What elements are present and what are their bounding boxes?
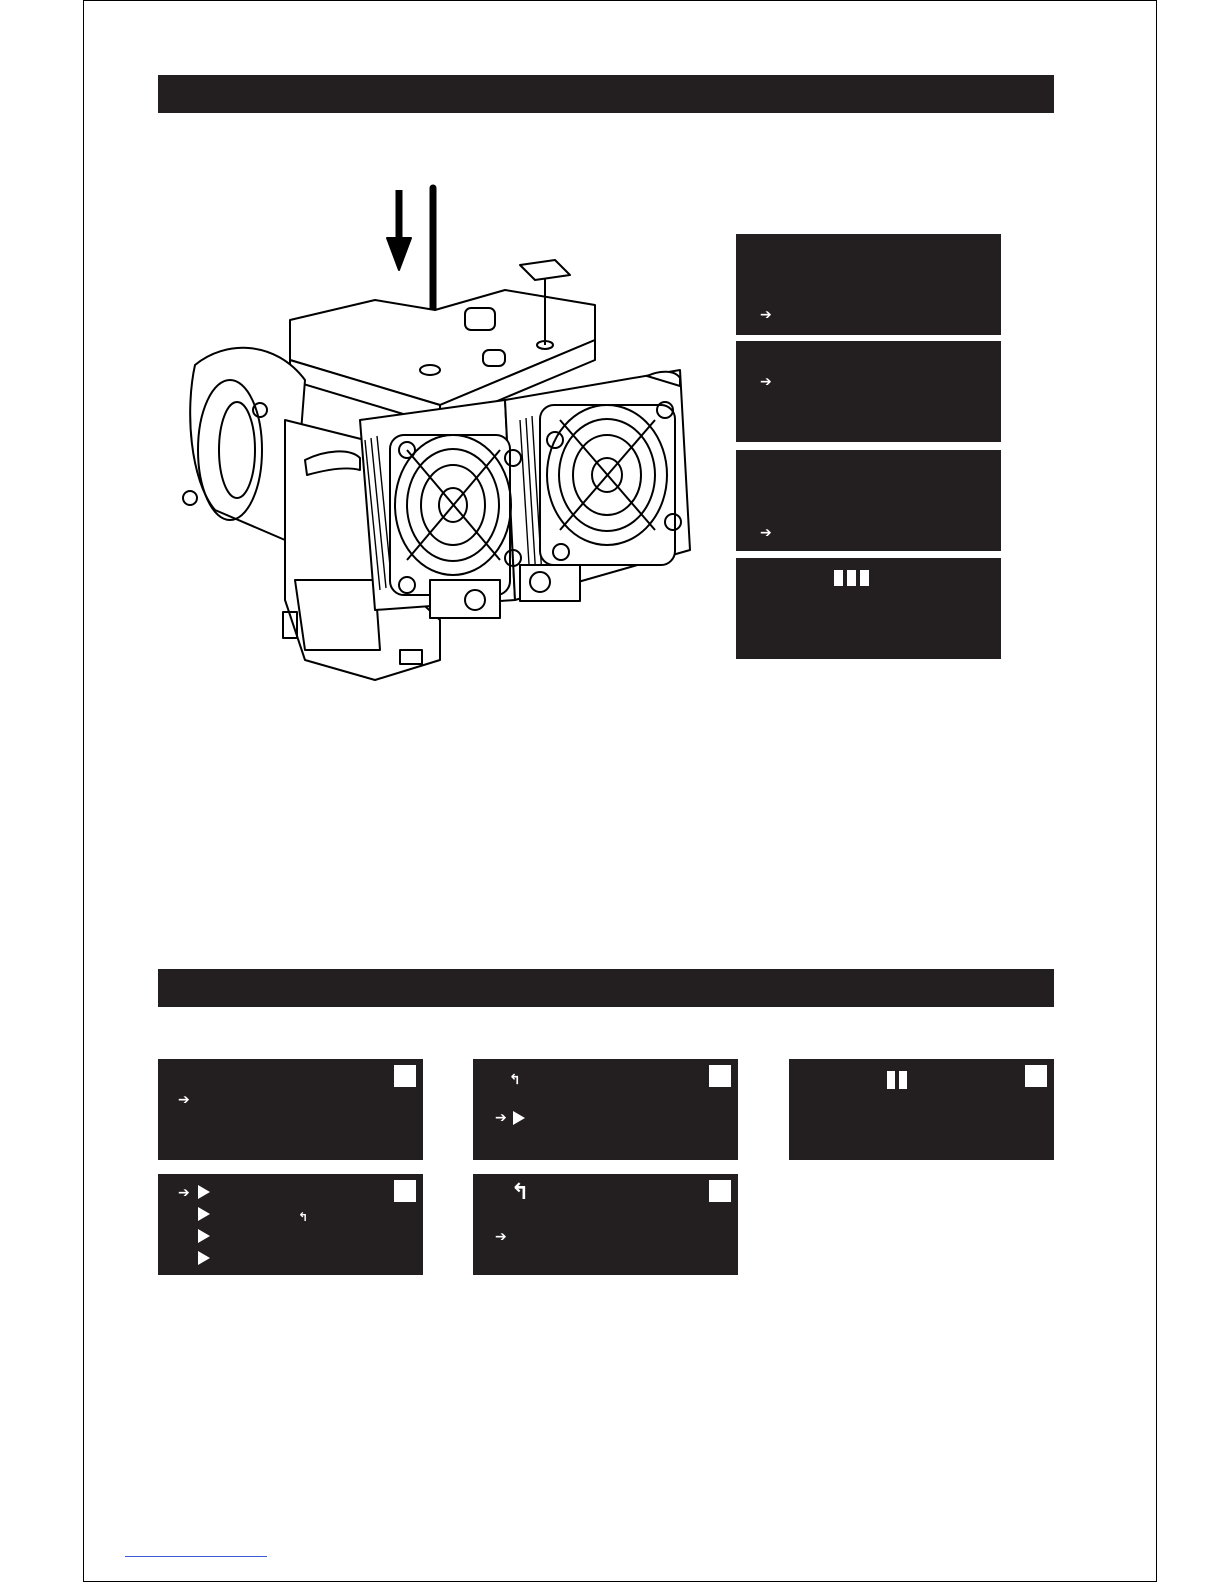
section-header-1: [158, 75, 1054, 113]
lcd-screen-3: [736, 450, 1001, 551]
cursor-arrow-icon: ➔: [178, 1185, 190, 1201]
lcd-screen-9: [473, 1174, 738, 1275]
lcd-screen-6: [473, 1059, 738, 1160]
footer-link-underline[interactable]: [125, 1556, 267, 1557]
play-icon: [198, 1207, 210, 1221]
lcd-screen-4: [736, 558, 1001, 659]
play-icon: [198, 1251, 210, 1265]
lcd-screen-1: [736, 234, 1001, 335]
return-icon: ↰: [509, 1072, 521, 1088]
section-header-2: [158, 969, 1054, 1007]
lcd-screen-7: [789, 1059, 1054, 1160]
corner-box-icon: [394, 1065, 416, 1087]
corner-box-icon: [394, 1180, 416, 1202]
play-icon: [513, 1111, 525, 1125]
cursor-arrow-icon: ➔: [495, 1110, 507, 1126]
corner-box-icon: [1025, 1065, 1047, 1087]
print-head-illustration: [175, 180, 695, 700]
cursor-arrow-icon: ➔: [495, 1229, 507, 1245]
corner-box-icon: [709, 1065, 731, 1087]
lcd-screen-8: [158, 1174, 423, 1275]
cursor-arrow-icon: ➔: [178, 1092, 190, 1108]
cursor-arrow-icon: ➔: [760, 525, 772, 541]
play-icon: [198, 1185, 210, 1199]
lcd-screen-2: [736, 341, 1001, 442]
cursor-arrow-icon: ➔: [760, 374, 772, 390]
play-icon: [198, 1229, 210, 1243]
cursor-arrow-icon: ➔: [760, 307, 772, 323]
return-icon: ↰: [298, 1210, 309, 1224]
corner-box-icon: [709, 1180, 731, 1202]
return-icon: ↰: [511, 1180, 530, 1205]
lcd-screen-5: [158, 1059, 423, 1160]
